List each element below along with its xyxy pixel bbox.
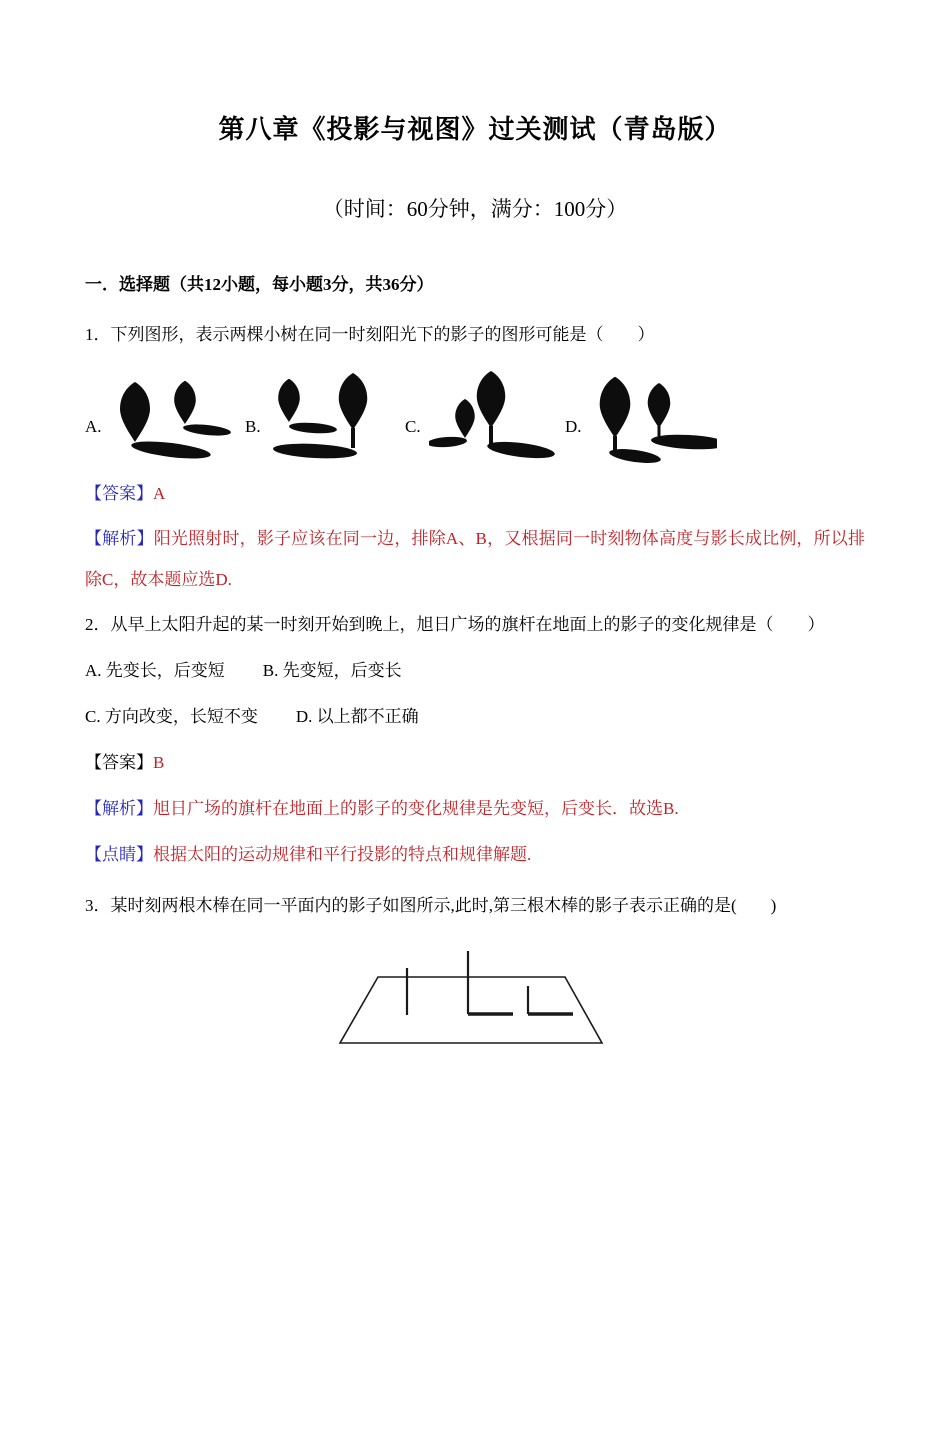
q2-analysis-label: 【解析】 [85, 799, 153, 818]
question-1-text: 1．下列图形，表示两棵小树在同一时刻阳光下的影子的图形可能是（ ） [85, 325, 655, 344]
q1-option-d [565, 368, 717, 472]
question-3-text: 3．某时刻两根木棒在同一平面内的影子如图所示,此时,第三根木棒的影子表示正确的是( ) [85, 896, 777, 915]
q2-option-d: D. 以上都不正确 [295, 707, 419, 726]
q2-option-a: A. 先变长，后变短 [85, 661, 225, 680]
q2-options-row-2 [85, 696, 865, 737]
q1-option-b-label: B. [245, 417, 261, 436]
q1-option-d-label: D. [565, 417, 582, 436]
q2-option-c: C. 方向改变，长短不变 [85, 707, 258, 726]
q1-option-c-label: C. [405, 417, 421, 436]
q2-answer-line [85, 742, 865, 783]
q1-option-b [245, 368, 397, 472]
q2-answer-value: B [153, 753, 165, 772]
section-heading: 一．选择题（共12小题，每小题3分，共36分） [85, 275, 434, 294]
q1-answer-label: 【答案】 [85, 484, 153, 503]
sticks-shadow-diagram [325, 938, 625, 1053]
trees-shadow-image-d [589, 368, 717, 472]
q2-answer-label: 【答案】 [85, 753, 153, 772]
q1-analysis-label: 【解析】 [85, 529, 154, 548]
q1-option-a [85, 368, 237, 472]
trees-shadow-image-a [109, 368, 237, 472]
document-page [0, 112, 950, 1053]
q1-analysis-text: 阳光照射时，影子应该在同一边，排除A、B，又根据同一时刻物体高度与影长成比例，所以排除C，故本题应选D. [85, 529, 865, 589]
q2-analysis-line [85, 788, 865, 829]
q1-analysis-line [85, 518, 865, 600]
q2-tip-line [85, 834, 865, 875]
q2-tip-text: 根据太阳的运动规律和平行投影的特点和规律解题. [153, 845, 532, 864]
q2-option-b: B. 先变短，后变长 [262, 661, 402, 680]
ground-trapezoid [340, 977, 602, 1043]
question-1-figure-row [85, 368, 865, 472]
q1-option-a-label: A. [85, 417, 102, 436]
question-2-text: 2．从早上太阳升起的某一时刻开始到晚上，旭日广场的旗杆在地面上的影子的变化规律是（ ） [85, 615, 825, 634]
q1-option-c [405, 368, 557, 472]
trees-shadow-image-b [269, 368, 397, 472]
trees-shadow-image-c [429, 368, 557, 472]
page-subtitle: （时间：60分钟，满分：100分） [322, 197, 628, 221]
question-3-figure [85, 938, 865, 1053]
q1-answer-value: A [153, 484, 166, 503]
page-title: 第八章《投影与视图》过关测试（青岛版） [218, 115, 732, 144]
q2-analysis-text: 旭日广场的旗杆在地面上的影子的变化规律是先变短，后变长．故选B. [153, 799, 679, 818]
q2-tip-label: 【点睛】 [85, 845, 153, 864]
q2-options-row-1 [85, 650, 865, 691]
q1-answer-line [85, 473, 865, 514]
